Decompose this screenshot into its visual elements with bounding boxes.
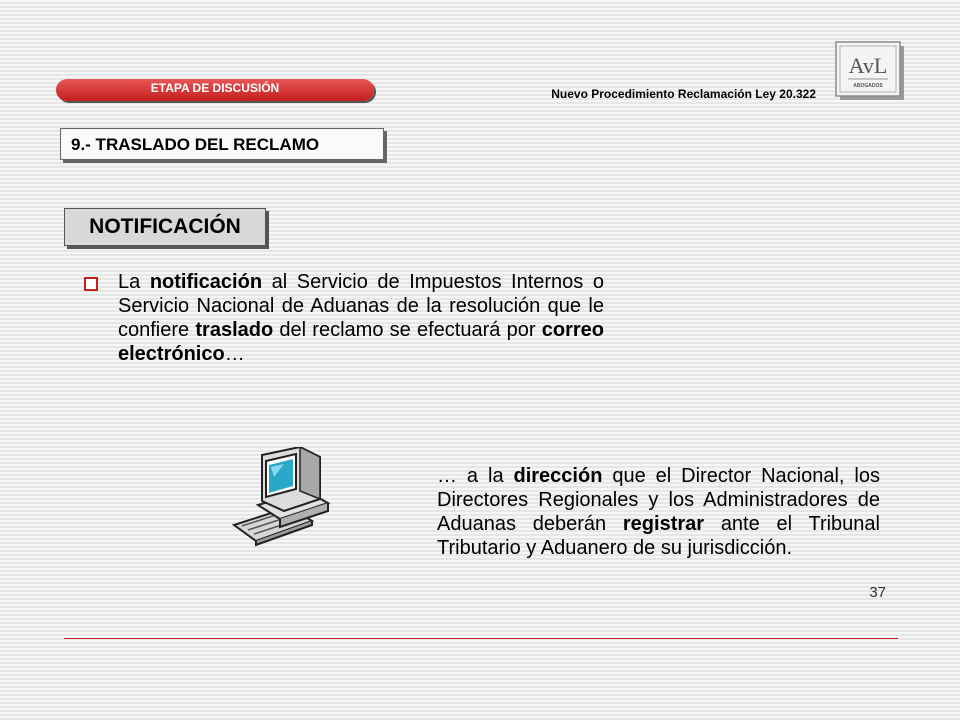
text-run: La [118,271,150,293]
paragraph-address [437,464,880,560]
emphasis-notificacion: notificación [149,271,263,293]
computer-icon [228,447,332,551]
avl-logo [834,40,906,102]
emphasis-direccion: dirección [513,465,603,487]
section-title: 9.- TRASLADO DEL RECLAMO [60,128,384,160]
text-run: … [224,343,245,365]
logo-mark: AvL [848,53,888,78]
text-run: que el Director Nacional, los Directores Regionales y los Administradores de Aduanas deberán [437,465,880,535]
footer-divider [64,638,898,639]
emphasis-registrar: registrar [622,513,705,535]
emphasis-traslado: traslado [195,319,274,341]
paragraph-notification [118,270,604,366]
hollow-square-icon [84,277,98,291]
emphasis-correo: correo electrónico [118,319,604,365]
text-run: del reclamo se efectuará por [273,319,542,341]
stage-tag: ETAPA DE DISCUSIÓN [56,79,374,101]
text-run: … a la [437,465,514,487]
slide-title: NOTIFICACIÓN [64,208,266,246]
logo-subtitle: ABOGADOS [853,83,883,89]
procedure-title: Nuevo Procedimiento Reclamación Ley 20.322 [551,87,816,101]
text-run: al Servicio de Impuestos Internos o Servicio Nacional de Aduanas de la resolución que le confiere [118,271,604,341]
text-run: ante el Tribunal Tributario y Aduanero de su jurisdicción. [437,513,880,559]
page-number: 37 [869,584,886,601]
